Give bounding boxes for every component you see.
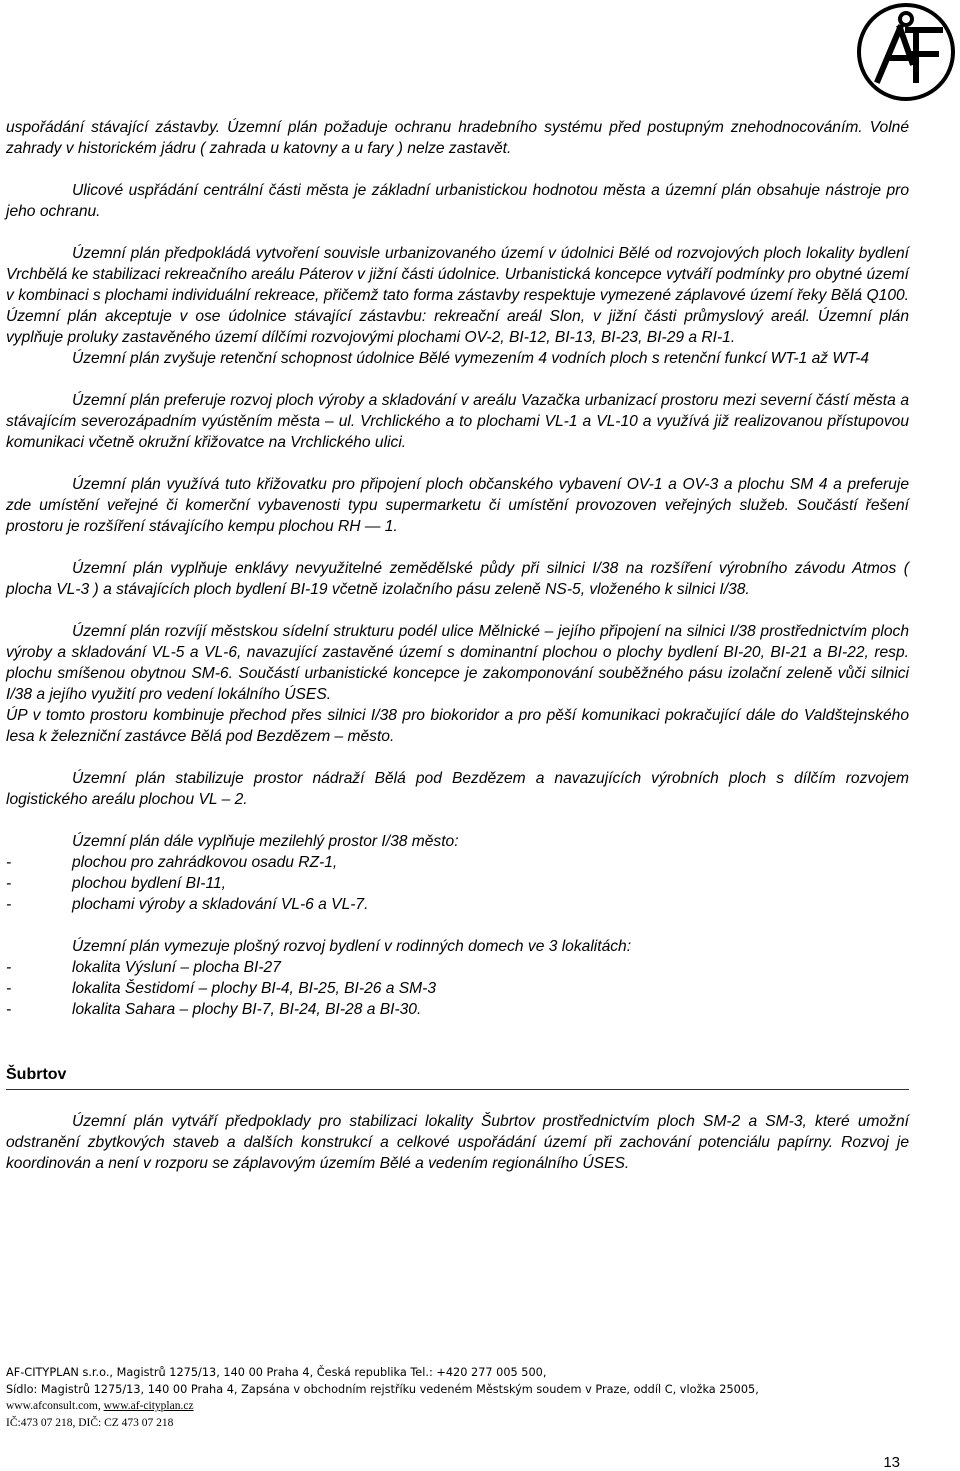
list-dash: - bbox=[6, 875, 12, 892]
list-item bbox=[6, 852, 909, 873]
footer-link-afconsult[interactable]: www.afconsult.com, bbox=[6, 1400, 101, 1412]
list-dash: - bbox=[6, 980, 12, 997]
paragraph: Ulicové uspřádání centrální části města je základní urbanistickou hodnotou města a územní plán obsahuje nástroje pro jeho ochranu. bbox=[6, 182, 909, 220]
document-body bbox=[6, 117, 909, 1174]
list-item-text: lokalita Sahara – plochy BI-7, BI-24, BI-28 a BI-30. bbox=[72, 1001, 422, 1018]
page-number: 13 bbox=[883, 1454, 900, 1471]
list-item-text: lokalita Šestidomí – plochy BI-4, BI-25, BI-26 a SM-3 bbox=[72, 980, 437, 997]
paragraph: Územní plán vytváří předpoklady pro stabilizaci lokality Šubrtov prostřednictvím ploch SM-2 a SM-3, které umožní odstranění zbytkových staveb a dalších konstrukcí a celkové uspořádání území při zachování potenciálu papírny. Rozvoj je koordinován a není v rozporu se záplavovým územím Bělé a vedením regionálního ÚSES. bbox=[6, 1113, 909, 1172]
paragraph: Územní plán preferuje rozvoj ploch výroby a skladování v areálu Vazačka urbanizací prostoru mezi severní částí města a stávajícím severozápadním vyústěním města – ul. Vrchlického a to plochami VL-1 a VL-10 a využívá již realizovanou přístupovou komunikaci včetně okružní křižovatce na Vrchlického ulici. bbox=[6, 392, 909, 451]
list-item bbox=[6, 873, 909, 894]
list-item bbox=[6, 999, 909, 1020]
paragraph: Územní plán zvyšuje retenční schopnost údolnice Bělé vymezením 4 vodních ploch s retenční funkcí WT-1 až WT-4 bbox=[72, 350, 870, 367]
footer-registration-line: Sídlo: Magistrů 1275/13, 140 00 Praha 4, Zapsána v obchodním rejstříku vedeném Městským soudem v Praze, oddíl C, vložka 25005, bbox=[6, 1383, 759, 1396]
list-item-text: plochou pro zahrádkovou osadu RZ-1, bbox=[72, 854, 338, 871]
footer-company-line: AF-CITYPLAN s.r.o., Magistrů 1275/13, 140 00 Praha 4, Česká republika Tel.: +420 277 005 500, bbox=[6, 1366, 547, 1379]
list-dash: - bbox=[6, 959, 12, 976]
list-item bbox=[6, 957, 909, 978]
paragraph: Územní plán vyplňuje enklávy nevyužitelné zemědělské půdy při silnici I/38 na rozšíření výrobního závodu Atmos ( plocha VL-3 ) a stávajících ploch bydlení BI-19 včetně izolačního pásu zeleně NS-5, vloženého k silnici I/38. bbox=[6, 560, 909, 598]
footer-web-line bbox=[6, 1398, 906, 1415]
section-heading-text: Šubrtov bbox=[6, 1066, 67, 1083]
list-item-text: lokalita Výsluní – plocha BI-27 bbox=[72, 959, 281, 976]
paragraph: uspořádání stávající zástavby. Územní plán požaduje ochranu hradebního systému před postupným znehodnocováním. Volné zahrady v historickém jádru ( zahrada u katovny a u fary ) nelze zastavět. bbox=[6, 119, 909, 157]
list-item bbox=[6, 978, 909, 999]
list-item-text: plochami výroby a skladování VL-6 a VL-7. bbox=[72, 896, 369, 913]
paragraph: Územní plán stabilizuje prostor nádraží Bělá pod Bezdězem a navazujících výrobních ploch s dílčím rozvojem logistického areálu plochou VL – 2. bbox=[6, 770, 909, 808]
paragraph: Územní plán využívá tuto křižovatku pro připojení ploch občanského vybavení OV-1 a OV-3 a plochu SM 4 a preferuje zde umístění veřejné či komerční vybavenosti typu supermarketu či umístění provozoven veřejných služeb. Součástí řešení prostoru je rozšíření stávajícího kempu plochou RH — 1. bbox=[6, 476, 909, 535]
paragraph: Územní plán rozvíjí městskou sídelní strukturu podél ulice Mělnické – jejího připojení na silnici I/38 prostřednictvím ploch výroby a skladování VL-5 a VL-6, navazující zastavěné území s dominantní plochou o plochy bydlení BI-20, BI-21 a BI-22, resp. plochu smíšenou obytnou SM-6. Součástí urbanistické koncepce je zakomponování souběžného pásu izolační zeleně vůči silnici I/38 a jejího využití pro vedení lokálního ÚSES. bbox=[6, 623, 909, 703]
paragraph: ÚP v tomto prostoru kombinuje přechod přes silnici I/38 pro biokoridor a pro pěší komunikaci pokračující dále do Valdštejnského lesa k železniční zastávce Bělá pod Bezdězem – město. bbox=[6, 707, 909, 745]
paragraph: Územní plán předpokládá vytvoření souvisle urbanizovaného území v údolnici Bělé od rozvojových ploch lokality bydlení Vrchbělá ke stabilizaci rekreačního areálu Páterov v jižní části údolnice. Urbanistická koncepce vytváří podmínky pro obytné území v kombinaci s plochami individuální rekreace, přičemž tato forma zástavby respektuje vymezené záplavové území řeky Bělá Q100. Územní plán akceptuje v ose údolnice stávající zástavbu: rekreační areál Slon, v jižní části průmyslový areál. Územní plán vyplňuje proluky zastavěného území dílčími rozvojovými plochami OV-2, BI-12, BI-13, BI-23, BI-29 a RI-1. bbox=[6, 245, 909, 346]
paragraph: Územní plán dále vyplňuje mezilehlý prostor I/38 město: bbox=[72, 833, 459, 850]
list-dash: - bbox=[6, 854, 12, 871]
section-heading bbox=[6, 1064, 909, 1090]
paragraph: Územní plán vymezuje plošný rozvoj bydlení v rodinných domech ve 3 lokalitách: bbox=[72, 938, 632, 955]
list-item bbox=[6, 894, 909, 915]
footer-ids-line: IČ:473 07 218, DIČ: CZ 473 07 218 bbox=[6, 1417, 174, 1429]
page-footer bbox=[6, 1364, 906, 1432]
list-dash: - bbox=[6, 1001, 12, 1018]
list-dash: - bbox=[6, 896, 12, 913]
list-item-text: plochou bydlení BI-11, bbox=[72, 875, 227, 892]
footer-link-cityplan[interactable]: www.af-cityplan.cz bbox=[103, 1400, 194, 1412]
company-logo bbox=[856, 2, 956, 102]
